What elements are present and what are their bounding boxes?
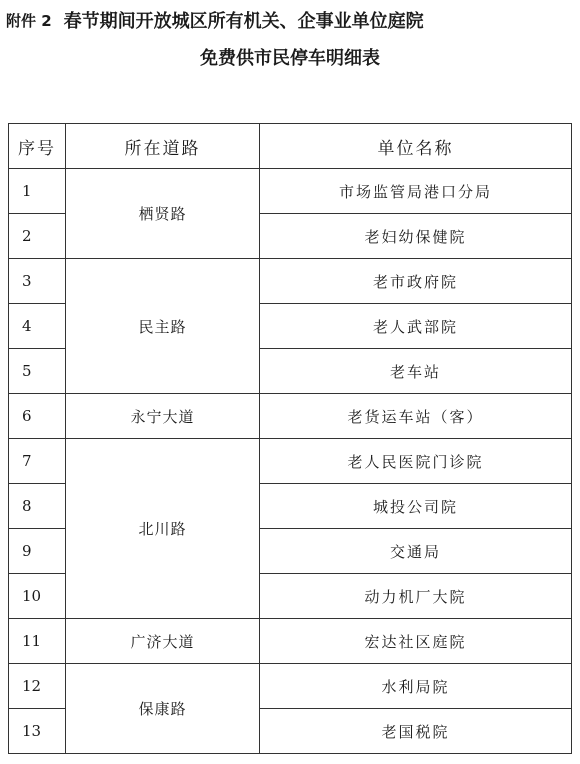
unit-name-cell: 老货运车站（客）: [260, 394, 572, 439]
row-seq-cell: 5: [9, 349, 66, 394]
table-row: [9, 394, 572, 439]
row-seq-cell: 11: [9, 619, 66, 664]
title-text-line1: 春节期间开放城区所有机关、企事业单位庭院: [63, 11, 424, 32]
row-seq-cell: 3: [9, 259, 66, 304]
unit-name-cell: 老人武部院: [260, 304, 572, 349]
header-seq: 序号: [9, 124, 66, 169]
header-unit: 单位名称: [260, 124, 572, 169]
unit-name-cell: 宏达社区庭院: [260, 619, 572, 664]
table-header-row: [9, 124, 572, 169]
table-row: [9, 259, 572, 304]
table-row: [9, 169, 572, 214]
unit-name-cell: 交通局: [260, 529, 572, 574]
row-seq-cell: 13: [9, 709, 66, 754]
unit-name-cell: 水利局院: [260, 664, 572, 709]
unit-name-cell: 老车站: [260, 349, 572, 394]
unit-name-cell: 市场监管局港口分局: [260, 169, 572, 214]
unit-name-cell: 老市政府院: [260, 259, 572, 304]
row-seq-cell: 10: [9, 574, 66, 619]
row-seq-cell: 6: [9, 394, 66, 439]
table-row: [9, 439, 572, 484]
row-seq-cell: 8: [9, 484, 66, 529]
row-seq-cell: 1: [9, 169, 66, 214]
header-road: 所在道路: [66, 124, 260, 169]
road-cell: 栖贤路: [66, 169, 260, 259]
road-cell: 北川路: [66, 439, 260, 619]
unit-name-cell: 老妇幼保健院: [260, 214, 572, 259]
attachment-label: 附件 2: [6, 11, 52, 30]
unit-name-cell: 城投公司院: [260, 484, 572, 529]
road-cell: 民主路: [66, 259, 260, 394]
row-seq-cell: 4: [9, 304, 66, 349]
row-seq-cell: 12: [9, 664, 66, 709]
unit-name-cell: 老国税院: [260, 709, 572, 754]
table-row: [9, 664, 572, 709]
unit-name-cell: 老人民医院门诊院: [260, 439, 572, 484]
parking-detail-table: [8, 123, 572, 754]
document-title-line1: [6, 8, 424, 32]
table-row: [9, 619, 572, 664]
row-seq-cell: 7: [9, 439, 66, 484]
table-body: [9, 169, 572, 754]
road-cell: 保康路: [66, 664, 260, 754]
row-seq-cell: 9: [9, 529, 66, 574]
document-title-line2: 免费供市民停车明细表: [200, 48, 380, 69]
row-seq-cell: 2: [9, 214, 66, 259]
road-cell: 永宁大道: [66, 394, 260, 439]
road-cell: 广济大道: [66, 619, 260, 664]
unit-name-cell: 动力机厂大院: [260, 574, 572, 619]
